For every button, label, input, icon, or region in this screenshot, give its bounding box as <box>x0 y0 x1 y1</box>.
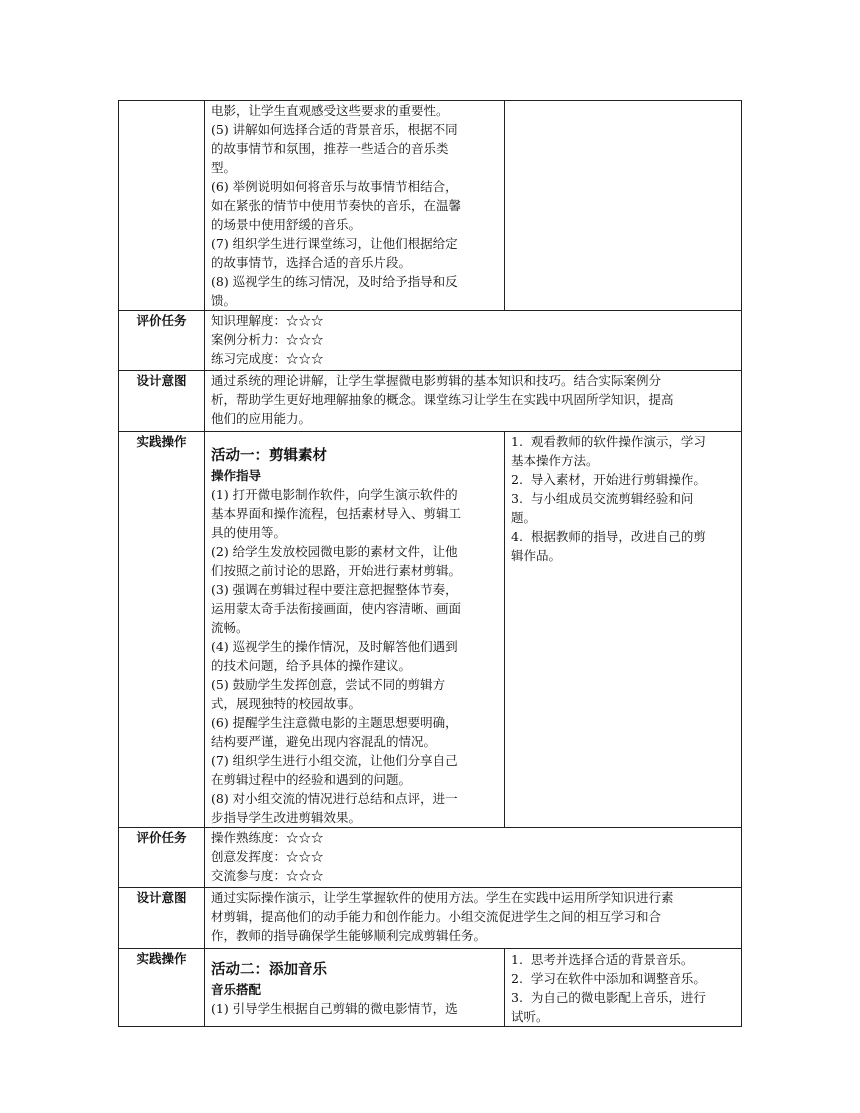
text-line: 如在紧张的情节中使用节奏快的音乐，在温馨 <box>211 198 462 213</box>
text-line: (1) 打开微电影制作软件，向学生演示软件的 <box>211 487 458 502</box>
text-line: (6) 举例说明如何将音乐与故事情节相结合， <box>211 179 458 194</box>
text-line: 题。 <box>511 510 537 525</box>
text-line: (2) 给学生发放校园微电影的素材文件，让他 <box>211 544 458 559</box>
text-line: (1) 引导学生根据自己剪辑的微电影情节，选 <box>211 1001 458 1016</box>
text-line: 交流参与度：☆☆☆ <box>211 868 324 883</box>
text-line: (5) 讲解如何选择合适的背景音乐，根据不同 <box>211 122 458 137</box>
activity-title: 活动一：剪辑素材 <box>211 448 327 464</box>
row-label: 评价任务 <box>119 828 205 888</box>
text-line: (8) 巡视学生的练习情况，及时给予指导和反 <box>211 274 458 289</box>
text-line: 2. 导入素材，开始进行剪辑操作。 <box>511 472 706 487</box>
text-line: 电影，让学生直观感受这些要求的重要性。 <box>211 103 449 118</box>
text-line: 的技术问题，给予具体的操作建议。 <box>211 658 412 673</box>
teacher-activity-cell <box>205 101 505 311</box>
text-line: (7) 组织学生进行课堂练习，让他们根据给定 <box>211 236 458 251</box>
text-line: 馈。 <box>211 293 237 308</box>
row-label: 实践操作 <box>119 949 205 1027</box>
text-line: 通过系统的理论讲解，让学生掌握微电影剪辑的基本知识和技巧。结合实际案例分 <box>211 373 662 388</box>
table-row <box>119 371 742 432</box>
text-line: 基本界面和操作流程，包括素材导入、剪辑工 <box>211 506 462 521</box>
teacher-activity-cell <box>205 949 505 1027</box>
table-row <box>119 949 742 1027</box>
text-line: 2. 学习在软件中添加和调整音乐。 <box>511 971 706 986</box>
text-line: 的场景中使用舒缓的音乐。 <box>211 217 362 232</box>
teacher-activity-cell <box>205 432 505 828</box>
row-label: 实践操作 <box>119 432 205 828</box>
text-line: 1. 思考并选择合适的背景音乐。 <box>511 952 694 967</box>
text-line: 试听。 <box>511 1009 549 1024</box>
text-line: 在剪辑过程中的经验和遇到的问题。 <box>211 772 412 787</box>
design-intent-cell <box>205 371 742 432</box>
text-line: 辑作品。 <box>511 548 562 563</box>
text-line: 运用蒙太奇手法衔接画面，使内容清晰、画面 <box>211 601 462 616</box>
text-line: 4. 根据教师的指导，改进自己的剪 <box>511 529 706 544</box>
activity-title: 活动二：添加音乐 <box>211 962 327 978</box>
row-label: 评价任务 <box>119 311 205 371</box>
text-line: 的故事情节和氛围，推荐一些适合的音乐类 <box>211 141 449 156</box>
table-row <box>119 828 742 888</box>
text-line: 练习完成度：☆☆☆ <box>211 351 324 366</box>
text-line: (4) 巡视学生的操作情况，及时解答他们遇到 <box>211 639 458 654</box>
text-line: 3. 为自己的微电影配上音乐，进行 <box>511 990 706 1005</box>
text-line: 1. 观看教师的软件操作演示，学习 <box>511 434 706 449</box>
text-line: 操作熟练度：☆☆☆ <box>211 830 324 845</box>
text-line: 通过实际操作演示，让学生掌握软件的使用方法。学生在实践中运用所学知识进行素 <box>211 890 674 905</box>
text-line: 式，展现独特的校园故事。 <box>211 696 362 711</box>
text-line: 们按照之前讨论的思路，开始进行素材剪辑。 <box>211 563 462 578</box>
row-label: 设计意图 <box>119 888 205 949</box>
text-line: (5) 鼓励学生发挥创意，尝试不同的剪辑方 <box>211 677 446 692</box>
table-row <box>119 101 742 311</box>
text-line: (8) 对小组交流的情况进行总结和点评，进一 <box>211 791 458 806</box>
lesson-plan-table <box>118 100 742 1027</box>
text-line: 3. 与小组成员交流剪辑经验和问 <box>511 491 694 506</box>
text-line: 步指导学生改进剪辑效果。 <box>211 810 362 825</box>
table-row <box>119 888 742 949</box>
text-line: 材剪辑，提高他们的动手能力和创作能力。小组交流促进学生之间的相互学习和合 <box>211 909 662 924</box>
text-line: 创意发挥度：☆☆☆ <box>211 849 324 864</box>
evaluation-cell <box>205 828 742 888</box>
section-subheading: 音乐搭配 <box>211 982 262 997</box>
text-line: 作，教师的指导确保学生能够顺利完成剪辑任务。 <box>211 928 487 943</box>
text-line: 结构要严谨，避免出现内容混乱的情况。 <box>211 734 437 749</box>
design-intent-cell <box>205 888 742 949</box>
section-subheading: 操作指导 <box>211 468 262 483</box>
text-line: 基本操作方法。 <box>511 453 599 468</box>
table-row <box>119 311 742 371</box>
text-line: (3) 强调在剪辑过程中要注意把握整体节奏， <box>211 582 458 597</box>
text-line: 他们的应用能力。 <box>211 411 312 426</box>
text-line: 具的使用等。 <box>211 525 287 540</box>
text-line: 的故事情节，选择合适的音乐片段。 <box>211 255 412 270</box>
text-line: 型。 <box>211 160 237 175</box>
text-line: 流畅。 <box>211 620 249 635</box>
row-label: 设计意图 <box>119 371 205 432</box>
text-line: 知识理解度：☆☆☆ <box>211 313 324 328</box>
row-label-empty <box>119 101 205 311</box>
table-row <box>119 432 742 828</box>
student-activity-cell <box>505 432 742 828</box>
evaluation-cell <box>205 311 742 371</box>
student-activity-cell <box>505 949 742 1027</box>
text-line: 析，帮助学生更好地理解抽象的概念。课堂练习让学生在实践中巩固所学知识，提高 <box>211 392 674 407</box>
text-line: (6) 提醒学生注意微电影的主题思想要明确， <box>211 715 458 730</box>
text-line: 案例分析力：☆☆☆ <box>211 332 324 347</box>
text-line: (7) 组织学生进行小组交流，让他们分享自己 <box>211 753 458 768</box>
student-activity-cell <box>505 101 742 311</box>
